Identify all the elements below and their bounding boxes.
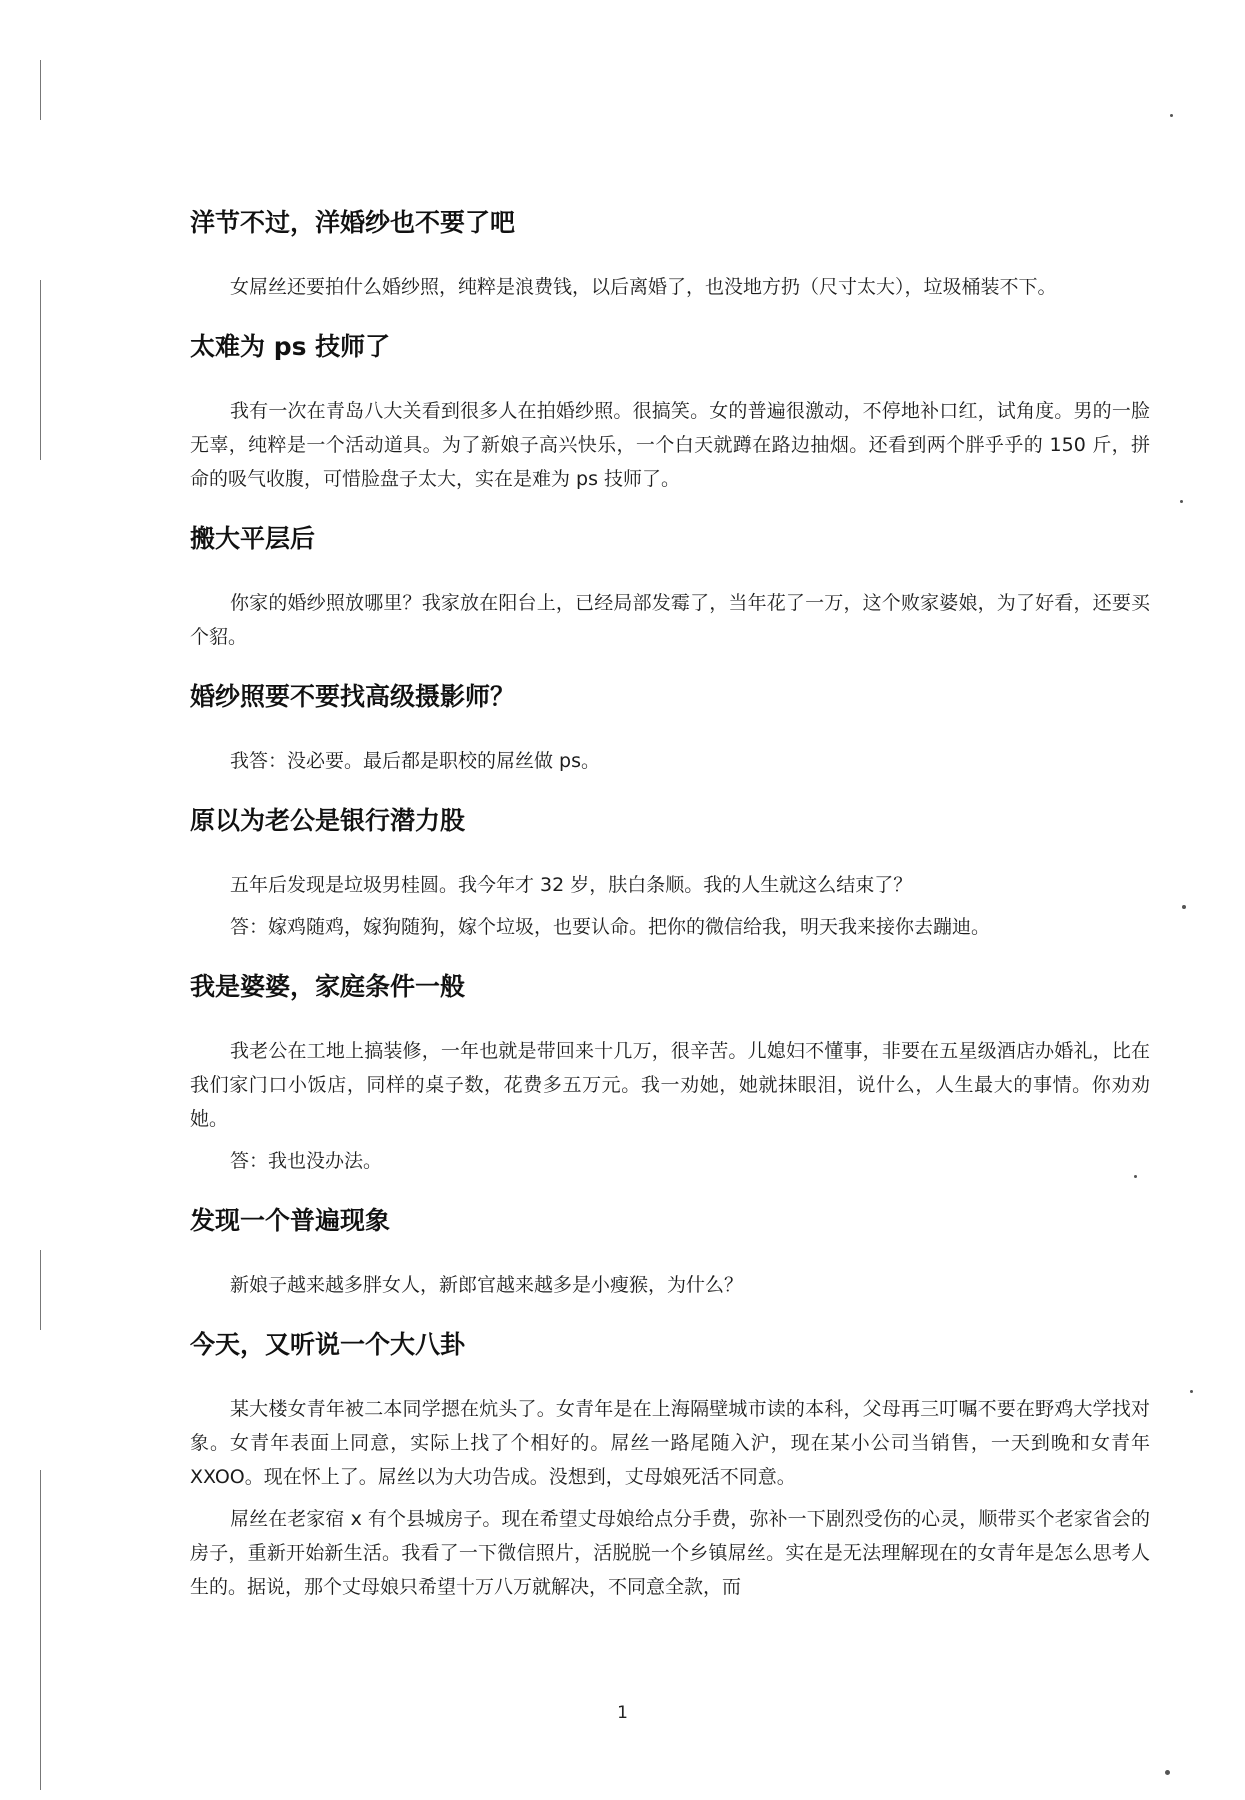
paragraph: 我答：没必要。最后都是职校的屌丝做 ps。	[230, 750, 601, 772]
section-heading: 我是婆婆，家庭条件一般	[190, 972, 466, 1001]
section-heading: 婚纱照要不要找高级摄影师？	[190, 682, 516, 711]
paragraph: 屌丝在老家宿 x 有个县城房子。现在希望丈母娘给点分手费，弥补一下剧烈受伤的心灵，顺带买个老家省会的房子，重新开始新生活。我看了一下微信照片，活脱脱一个乡镇屌丝。实在是无法理解现在的女青年是怎么思考人生的。据说，那个丈母娘只希望十万八万就解决，不同意全款，而	[190, 1508, 1150, 1598]
section	[190, 206, 1150, 304]
scan-speck	[1190, 1390, 1193, 1393]
section	[190, 1328, 1150, 1604]
scan-speck	[1180, 500, 1183, 503]
paragraph: 五年后发现是垃圾男桂圆。我今年才 32 岁，肤白条顺。我的人生就这么结束了？	[230, 874, 913, 896]
paragraph: 我老公在工地上搞装修，一年也就是带回来十几万，很辛苦。儿媳妇不懂事，非要在五星级酒店办婚礼，比在我们家门口小饭店，同样的桌子数，花费多五万元。我一劝她，她就抹眼泪，说什么，人生最大的事情。你劝劝她。	[190, 1040, 1150, 1130]
paragraph: 你家的婚纱照放哪里？我家放在阳台上，已经局部发霉了，当年花了一万，这个败家婆娘，为了好看，还要买个貂。	[190, 592, 1150, 648]
document-body	[190, 206, 1150, 1612]
section	[190, 804, 1150, 944]
paragraph: 新娘子越来越多胖女人，新郎官越来越多是小瘦猴，为什么？	[230, 1274, 744, 1296]
scan-edge-mark	[40, 280, 41, 460]
paragraph: 我有一次在青岛八大关看到很多人在拍婚纱照。很搞笑。女的普遍很激动，不停地补口红，试角度。男的一脸无辜，纯粹是一个活动道具。为了新娘子高兴快乐，一个白天就蹲在路边抽烟。还看到两个胖乎乎的 150 斤，拼命的吸气收腹，可惜脸盘子太大，实在是难为 ps 技师了。	[190, 400, 1150, 490]
paragraph: 某大楼女青年被二本同学摁在炕头了。女青年是在上海隔壁城市读的本科，父母再三叮嘱不要在野鸡大学找对象。女青年表面上同意，实际上找了个相好的。屌丝一路尾随入沪，现在某小公司当销售，一天到晚和女青年 XXOO。现在怀上了。屌丝以为大功告成。没想到，丈母娘死活不同意。	[190, 1398, 1150, 1488]
section	[190, 330, 1150, 496]
page-number: 1	[617, 1703, 628, 1723]
section-heading: 发现一个普遍现象	[190, 1206, 391, 1235]
section	[190, 522, 1150, 654]
scan-edge-mark	[40, 60, 41, 120]
section	[190, 970, 1150, 1178]
scan-edge-mark	[40, 1250, 41, 1330]
section-heading: 今天，又听说一个大八卦	[190, 1330, 466, 1359]
section-heading: 太难为 ps 技师了	[190, 332, 391, 361]
section-heading: 原以为老公是银行潜力股	[190, 806, 466, 835]
section-heading: 搬大平层后	[190, 524, 316, 553]
scan-speck	[1170, 114, 1173, 117]
paragraph: 答：我也没办法。	[230, 1150, 383, 1172]
section-heading: 洋节不过，洋婚纱也不要了吧	[190, 208, 516, 237]
scan-edge-mark	[40, 1470, 41, 1790]
paragraph: 女屌丝还要拍什么婚纱照，纯粹是浪费钱，以后离婚了，也没地方扔（尺寸太大），垃圾桶装不下。	[230, 276, 1057, 298]
section	[190, 680, 1150, 778]
scan-speck	[1182, 905, 1186, 909]
paragraph: 答：嫁鸡随鸡，嫁狗随狗，嫁个垃圾，也要认命。把你的微信给我，明天我来接你去蹦迪。	[230, 916, 991, 938]
scan-speck	[1165, 1770, 1170, 1775]
section	[190, 1204, 1150, 1302]
